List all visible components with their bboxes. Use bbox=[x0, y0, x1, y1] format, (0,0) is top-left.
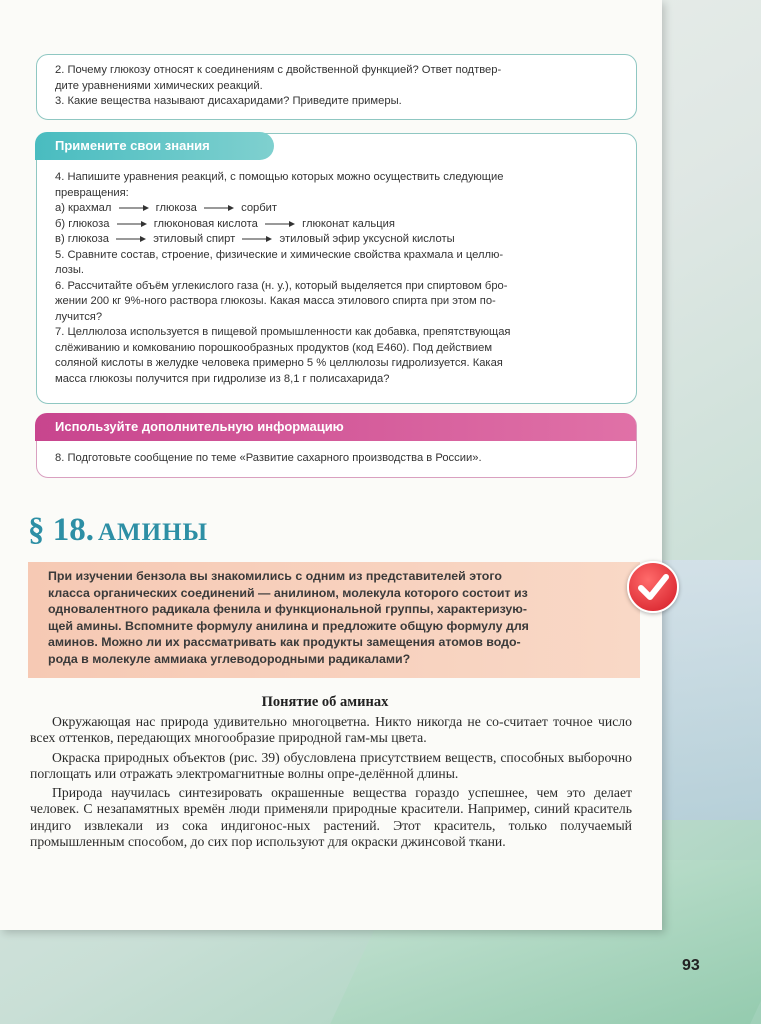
intro-line: аминов. Можно ли их рассматривать как продукты замещения атомов водо- bbox=[48, 635, 521, 650]
review-questions-box bbox=[36, 54, 637, 120]
chain-step: этиловый эфир уксусной кислоты bbox=[279, 233, 455, 245]
intro-line: одновалентного радикала фенила и функциональной группы, характеризую- bbox=[48, 602, 528, 617]
question-line: соляной кислоты в желудке человека примерно 5 % целлюлозы гидролизуется. Какая bbox=[55, 357, 503, 369]
body-text bbox=[30, 714, 632, 853]
review-line: дите уравнениями химических реакций. bbox=[55, 79, 263, 92]
question-line: 7. Целлюлоза используется в пищевой промышленности как добавка, препятствующая bbox=[55, 326, 511, 338]
question-line: лучится? bbox=[55, 310, 103, 323]
question-line: 6. Рассчитайте объём углекислого газа (н. у.), который выделяется при спиртовом бро- bbox=[55, 279, 508, 292]
chain-step: глюкоза bbox=[155, 202, 197, 214]
reaction-chain bbox=[55, 232, 618, 248]
chain-step: этиловый спирт bbox=[153, 233, 236, 245]
arrow-right-icon bbox=[119, 204, 149, 212]
intro-line: класса органических соединений — анилином, молекула которого состоит из bbox=[48, 585, 528, 600]
extra-info-box bbox=[36, 414, 637, 478]
paragraph: Природа научилась синтезировать окрашенные вещества гораздо успешнее, чем это делает человек. С незапамятных времён люди применяли природные красители. Например, синий краситель индиго извлекали из сока индигонос-ных растений. Этот краситель, только получаемый промышленным способом, до сих пор используют для окраски джинсовой ткани. bbox=[30, 785, 632, 850]
intro-box bbox=[28, 562, 640, 678]
chain-label: а) крахмал bbox=[55, 202, 112, 214]
question-line: лозы. bbox=[55, 264, 85, 276]
chain-step: глюконовая кислота bbox=[153, 217, 258, 230]
chain-step: сорбит bbox=[241, 202, 278, 214]
paragraph: Окраска природных объектов (рис. 39) обусловлена присутствием веществ, способных выборочно поглощать или отражать электромагнитные волны опре-делённой длины. bbox=[30, 749, 632, 781]
arrow-right-icon bbox=[265, 220, 295, 228]
arrow-right-icon bbox=[242, 235, 272, 243]
intro-line: рода в молекуле аммиака углеводородными радикалами? bbox=[48, 651, 411, 666]
question-line: слёживанию и комкованию порошкообразных продуктов (код Е460). Под действием bbox=[55, 341, 493, 354]
review-line: 2. Почему глюкозу относят к соединениям с двойственной функцией? Ответ подтвер- bbox=[55, 64, 502, 76]
review-line: 3. Какие вещества называют дисахаридами? Приведите примеры. bbox=[55, 95, 402, 107]
question-line: масса глюкозы получится при гидролизе из 8,1 г полисахарида? bbox=[55, 372, 390, 385]
question-line: превращения: bbox=[55, 186, 129, 199]
apply-knowledge-tab: Примените свои знания bbox=[35, 132, 274, 160]
arrow-right-icon bbox=[116, 235, 146, 243]
page-number: 93 bbox=[682, 957, 700, 974]
intro-line: При изучении бензола вы знакомились с одним из представителей этого bbox=[48, 569, 502, 583]
chain-label: в) глюкоза bbox=[55, 233, 109, 245]
reaction-chain bbox=[55, 217, 618, 233]
arrow-right-icon bbox=[204, 204, 234, 212]
question-line: 8. Подготовьте сообщение по теме «Развитие сахарного производства в России». bbox=[55, 452, 482, 464]
section-number: § 18. bbox=[28, 512, 94, 548]
chain-step: глюконат кальция bbox=[302, 217, 395, 230]
intro-line: щей амины. Вспомните формулу анилина и предложите общую формулу для bbox=[48, 618, 529, 633]
section-heading bbox=[28, 512, 208, 549]
extra-info-tab: Используйте дополнительную информацию bbox=[35, 413, 636, 441]
paragraph: Окружающая нас природа удивительно многоцветна. Никто никогда не со-считает точное число всех оттенков, передающих многообразие природной гам-мы цвета. bbox=[30, 714, 632, 746]
question-line: жении 200 кг 9%-ного раствора глюкозы. Какая масса этилового спирта при этом по- bbox=[55, 295, 496, 307]
subsection-title: Понятие об аминах bbox=[261, 694, 389, 710]
checkmark-icon bbox=[627, 561, 679, 613]
section-title: АМИНЫ bbox=[98, 519, 209, 546]
question-line: 5. Сравните состав, строение, физические и химические свойства крахмала и целлю- bbox=[55, 248, 504, 261]
reaction-chain bbox=[55, 201, 618, 217]
chain-label: б) глюкоза bbox=[55, 217, 110, 230]
question-line: 4. Напишите уравнения реакций, с помощью которых можно осуществить следующие bbox=[55, 171, 504, 183]
arrow-right-icon bbox=[117, 220, 147, 228]
apply-knowledge-box bbox=[36, 133, 637, 404]
